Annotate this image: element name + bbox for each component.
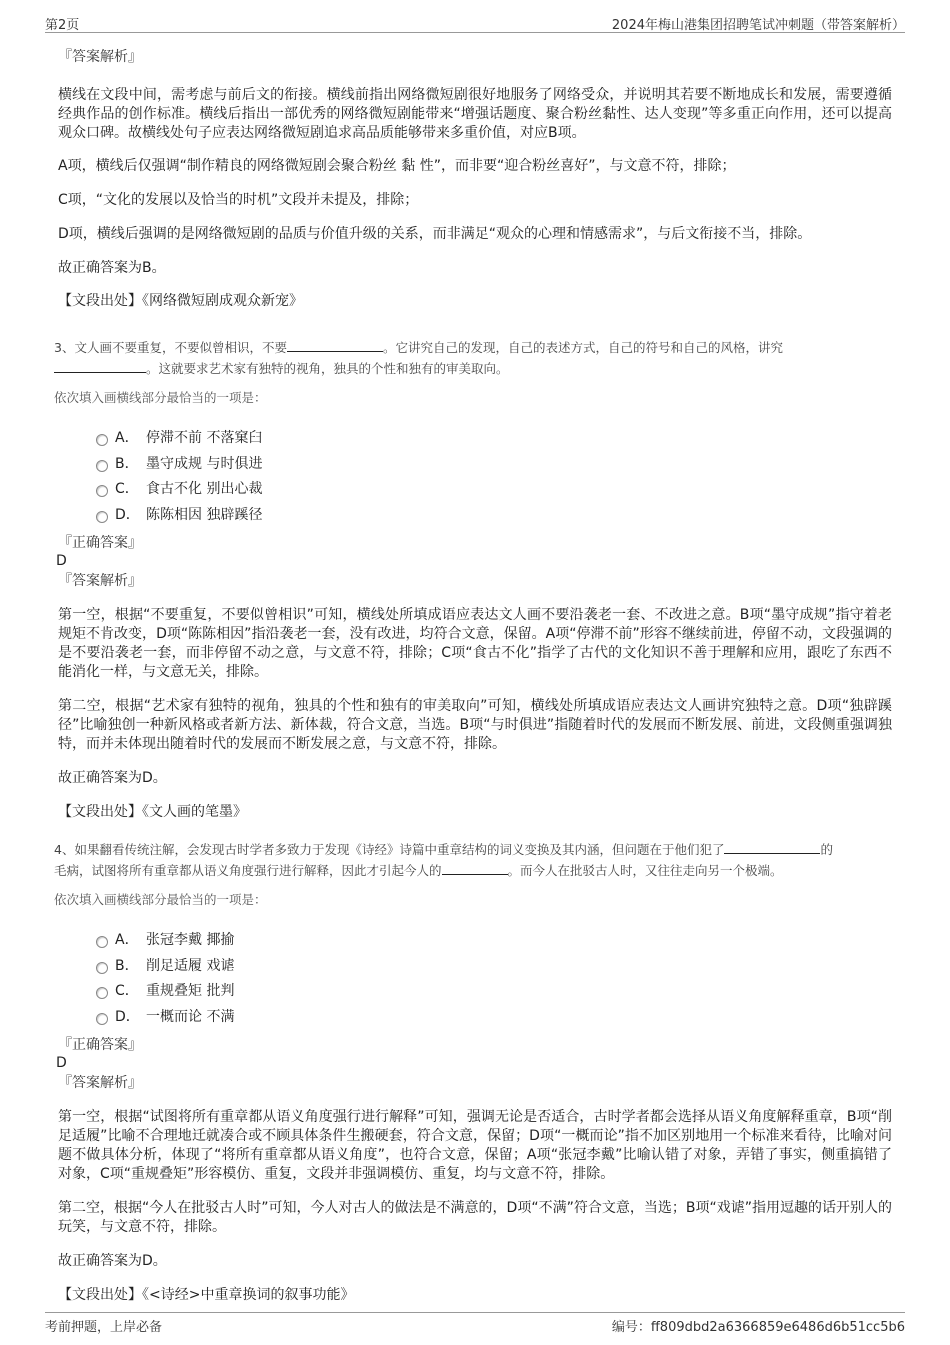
option-text: 陈陈相因 独辟蹊径 <box>146 506 263 523</box>
fill-blank <box>287 338 383 352</box>
stem-text: 的 <box>820 842 833 857</box>
option-c[interactable] <box>58 979 892 1005</box>
radio-button[interactable] <box>96 936 108 948</box>
option-text: 削足适履 戏谑 <box>146 957 235 974</box>
option-text: 墨守成规 与时俱进 <box>146 455 263 472</box>
conclusion: 故正确答案为D。 <box>58 770 167 786</box>
analysis-paragraph: 第二空，根据“艺术家有独特的视角，独具的个性和独有的审美取向”可知，横线处所填成语应表达文人画讲究独特之意。D项“独辟蹊径”比喻独创一种新风格或者新方法、新体裁，符合文意，当选。B项“与时俱进”指随着时代的发展而不断发展、前进，文段侧重强调独特，而并未体现出随着时代的发展而不断发展之意，与文意不符，排除。 <box>58 698 892 752</box>
option-key: B． <box>115 455 139 472</box>
stem-text: 3、文人画不要重复，不要似曾相识，不要 <box>54 340 287 355</box>
option-list <box>58 928 892 1030</box>
question-hint: 依次填入画横线部分最恰当的一项是： <box>54 892 267 907</box>
option-key: C． <box>115 983 139 999</box>
analysis-paragraph: 横线在文段中间，需考虑与前后文的衔接。横线前指出网络微短剧很好地服务了网络受众，并说明其若要不断地成长和发展，需要遵循经典作品的创作标准。横线后指出一部优秀的网络微短剧能带来“增强话题度、聚合粉丝黏性、达人变现”等多重正向作用，还可以提高观众口碑。故横线处句子应表达网络微短剧追求高品质能够带来多重价值，对应B项。 <box>58 87 892 141</box>
page-content <box>54 42 892 1305</box>
fill-blank <box>724 840 820 854</box>
option-a[interactable] <box>58 426 892 452</box>
analysis-paragraph: D项，横线后强调的是网络微短剧的品质与价值升级的关系，而非满足“观众的心理和情感需求”，与后文衔接不当，排除。 <box>58 226 812 242</box>
option-a[interactable] <box>58 928 892 954</box>
correct-answer: D <box>56 1055 67 1071</box>
page-header <box>45 12 905 33</box>
analysis-paragraph: A项，横线后仅强调“制作精良的网络微短剧会聚合粉丝 黏 性”，而非要“迎合粉丝喜好”，与文意不符，排除； <box>58 158 736 174</box>
stem-text: 。这就要求艺术家有独特的视角，独具的个性和独有的审美取向。 <box>146 361 509 376</box>
footer-slogan: 考前押题，上岸必备 <box>45 1320 163 1335</box>
radio-button[interactable] <box>96 485 108 497</box>
correct-answer-label: 『正确答案』 <box>58 1037 142 1053</box>
analysis-paragraph: 第一空，根据“试图将所有重章都从语义角度强行进行解释”可知，强调无论是否适合，古时学者都会选择从语义角度解释重章，B项“削足适履”比喻不合理地迁就凑合或不顾具体条件生搬硬套，符合文意，保留；D项“一概而论”指不加区别地用一个标准来看待，比喻对问题不做具体分析，体现了“将所有重章都从语义角度”，也符合文意，保留；A项“张冠李戴”比喻认错了对象，弄错了事实，侧重搞错了对象，C项“重规叠矩”形容模仿、重复，文段并非强调模仿、重复，均与文意不符，排除。 <box>58 1109 892 1182</box>
option-key: D． <box>115 506 140 523</box>
radio-button[interactable] <box>96 962 108 974</box>
fill-blank <box>54 359 146 373</box>
conclusion: 故正确答案为D。 <box>58 1253 167 1269</box>
source-citation: 【文段出处】《文人画的笔墨》 <box>58 804 247 820</box>
question-hint: 依次填入画横线部分最恰当的一项是： <box>54 390 267 405</box>
analysis-paragraph: 第二空，根据“今人在批驳古人时”可知，今人对古人的做法是不满意的，D项“不满”符合文意，当选；B项“戏谑”指用逗趣的话开别人的玩笑，与文意不符，排除。 <box>58 1200 892 1235</box>
question-stem <box>54 839 892 881</box>
source-citation: 【文段出处】《网络微短剧成观众新宠》 <box>58 293 303 309</box>
stem-text: 。而今人在批驳古人时，又往往走向另一个极端。 <box>507 863 783 878</box>
document-title: 2024年梅山港集团招聘笔试冲刺题（带答案解析） <box>611 18 905 33</box>
option-key: A． <box>115 430 139 446</box>
option-c[interactable] <box>58 477 892 503</box>
option-key: D． <box>115 1008 140 1025</box>
option-d[interactable] <box>58 503 892 529</box>
page-footer <box>45 1312 905 1335</box>
option-text: 一概而论 不满 <box>146 1008 235 1025</box>
source-citation: 【文段出处】《<诗经>中重章换词的叙事功能》 <box>58 1287 355 1303</box>
option-b[interactable] <box>58 452 892 478</box>
option-d[interactable] <box>58 1005 892 1031</box>
analysis-paragraph: C项，“文化的发展以及恰当的时机”文段并未提及，排除； <box>58 192 419 208</box>
correct-answer: D <box>56 553 67 569</box>
option-text: 重规叠矩 批判 <box>146 983 235 999</box>
page-number: 第2页 <box>45 18 80 33</box>
option-text: 停滞不前 不落窠臼 <box>146 430 263 446</box>
fill-blank <box>442 861 508 875</box>
option-text: 食古不化 别出心裁 <box>146 481 263 497</box>
option-key: B． <box>115 957 139 974</box>
answer-analysis-label: 『答案解析』 <box>58 1075 142 1091</box>
radio-button[interactable] <box>96 1013 108 1025</box>
conclusion: 故正确答案为B。 <box>58 260 166 276</box>
stem-text: 毛病，试图将所有重章都从语义角度强行进行解释，因此才引起今人的 <box>54 863 442 878</box>
option-list <box>58 426 892 528</box>
option-text: 张冠李戴 揶揄 <box>146 932 235 948</box>
answer-analysis-label: 『答案解析』 <box>58 573 142 589</box>
question-stem <box>54 337 892 379</box>
option-b[interactable] <box>58 954 892 980</box>
option-key: A． <box>115 932 139 948</box>
radio-button[interactable] <box>96 511 108 523</box>
answer-analysis-label: 『答案解析』 <box>58 49 142 65</box>
option-key: C． <box>115 481 139 497</box>
stem-text: 4、如果翻看传统注解，会发现古时学者多致力于发现《诗经》诗篇中重章结构的词义变换及其内涵，但问题在于他们犯了 <box>54 842 725 857</box>
radio-button[interactable] <box>96 987 108 999</box>
analysis-paragraph: 第一空，根据“不要重复，不要似曾相识”可知，横线处所填成语应表达文人画不要沿袭老一套、不改进之意。B项“墨守成规”指守着老规矩不肯改变，D项“陈陈相因”指沿袭老一套，没有改进，均符合文意，保留。A项“停滞不前”形容不继续前进，停留不动，文段强调的是不要沿袭老一套，而非停留不动之意，与文意不符，排除；C项“食古不化”指学了古代的文化知识不善于理解和应用，跟吃了东西不能消化一样，与文意无关，排除。 <box>58 607 892 680</box>
document-code: 编号：ff809dbd2a6366859e6486d6b51cc5b6 <box>611 1320 905 1335</box>
radio-button[interactable] <box>96 434 108 446</box>
radio-button[interactable] <box>96 460 108 472</box>
stem-text: 。它讲究自己的发现，自己的表述方式，自己的符号和自己的风格，讲究 <box>382 340 783 355</box>
correct-answer-label: 『正确答案』 <box>58 535 142 551</box>
